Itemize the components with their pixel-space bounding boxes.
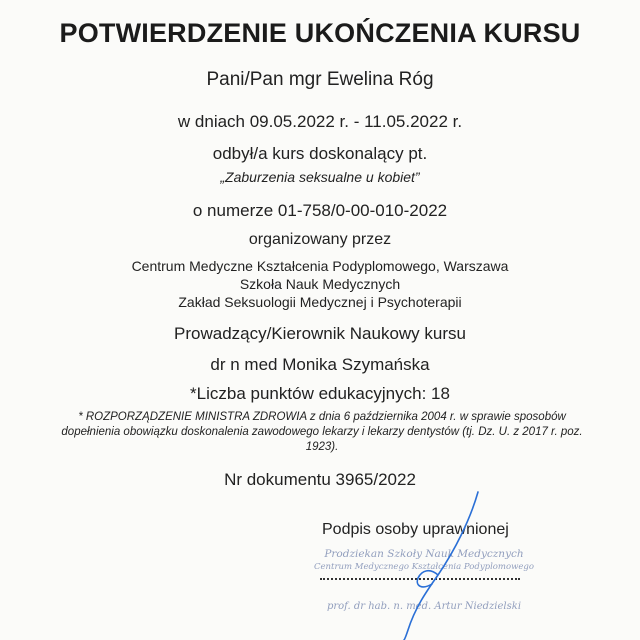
organizer-line: Szkoła Nauk Medycznych <box>239 276 401 292</box>
organized-by-label: organizowany przez <box>248 231 392 248</box>
course-title: „Zaburzenia seksualne u kobiet” <box>220 169 420 185</box>
stamp-line: Prodziekan Szkoły Nauk Medycznych <box>324 548 524 560</box>
document-number: Nr dokumentu 3965/2022 <box>224 470 416 489</box>
stamp-line: Centrum Medycznego Kształcenia Podyplomowego <box>314 562 534 572</box>
course-dates: w dniach 09.05.2022 r. - 11.05.2022 r. <box>177 112 463 131</box>
signature-label: Podpis osoby uprawnionej <box>322 521 509 538</box>
stamp-line: prof. dr hab. n. med. Artur Niedzielski <box>326 601 522 612</box>
organizer-line: Zakład Seksuologii Medycznej i Psychoterapii <box>178 294 462 310</box>
course-number: o numerze 01-758/0-00-010-2022 <box>192 201 448 220</box>
completed-statement: odbył/a kurs doskonalący pt. <box>212 144 428 163</box>
organizer-line: Centrum Medyczne Kształcenia Podyplomowego, Warszawa <box>131 258 509 274</box>
lead-label: Prowadzący/Kierownik Naukowy kursu <box>174 324 466 343</box>
regulation-footnote: * ROZPORZĄDZENIE MINISTRA ZDROWIA z dnia 6 października 2004 r. w sprawie sposobów dopełnienia obowiązku doskonalenia zawodowego lekarzy i lekarzy dentystów (tj. Dz. U. z 2017 r. poz. 1923). <box>61 411 583 453</box>
education-points: *Liczba punktów edukacyjnych: 18 <box>190 384 450 403</box>
document-title: POTWIERDZENIE UKOŃCZENIA KURSU <box>59 18 581 48</box>
recipient-name: Pani/Pan mgr Ewelina Róg <box>206 69 434 90</box>
handwritten-signature <box>360 480 500 640</box>
lead-person: dr n med Monika Szymańska <box>210 355 430 374</box>
